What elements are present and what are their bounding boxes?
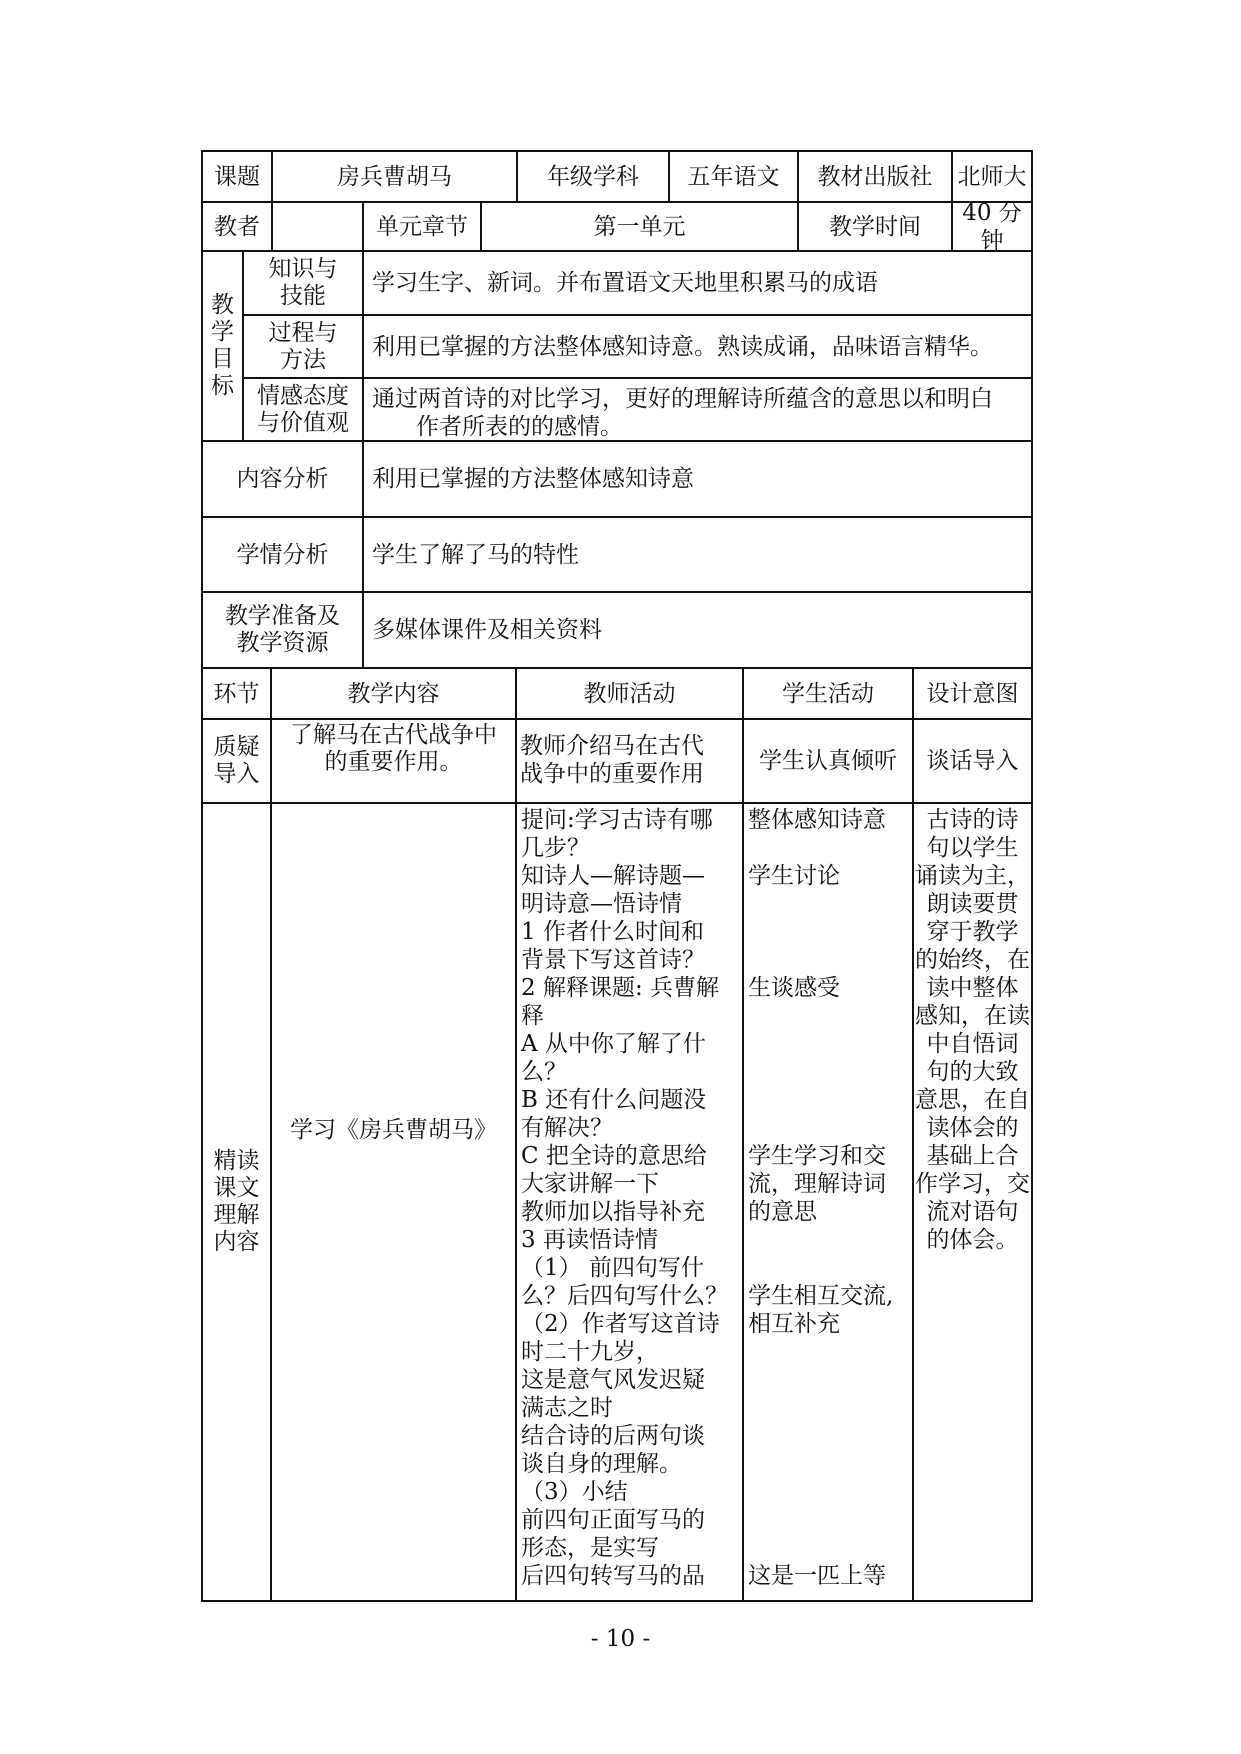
row2-student-line [748, 1478, 912, 1506]
row2-student [748, 806, 912, 1590]
row2-teacher-line: 满志之时 [521, 1395, 613, 1421]
row2-teacher-line: 提问:学习古诗有哪 [521, 807, 713, 833]
row2-teacher-line: 形态，是实写 [521, 1535, 659, 1561]
row2-student-line [748, 1534, 912, 1562]
student-analysis-value: 学生了解了马的特性 [372, 541, 579, 568]
row2-student-line [748, 1226, 912, 1254]
publisher-label: 教材出版社 [817, 163, 933, 190]
student-analysis-label: 学情分析 [236, 541, 329, 568]
row2-student-line [748, 1366, 912, 1394]
row2-teacher-line: 几步？ [521, 835, 590, 861]
goals-label-char: 标 [211, 373, 234, 399]
goals-label-char: 学 [211, 319, 234, 345]
row1-stage-line: 质疑 [213, 734, 260, 760]
row2-teacher-line: （3）小结 [521, 1479, 628, 1505]
row2-stage-line: 内容 [213, 1229, 260, 1255]
emotion-value-line: 通过两首诗的对比学习，更好的理解诗所蕴含的意思以和明白 [372, 386, 993, 412]
column-header-teacher: 教师活动 [583, 680, 676, 707]
row2-stage-line: 课文 [213, 1175, 260, 1201]
row2-teacher-line: 前四句正面写马的 [521, 1507, 705, 1533]
emotion-label [244, 379, 362, 440]
row2-teacher-line: 明诗意—悟诗情 [521, 891, 682, 917]
row2-student-line [748, 1114, 912, 1142]
row2-stage-line: 精读 [213, 1148, 260, 1174]
row1-student: 学生认真倾听 [759, 748, 897, 774]
row2-teacher-line: （2）作者写这首诗 [521, 1311, 720, 1337]
grade-label: 年级学科 [547, 163, 639, 190]
teacher-value [273, 203, 362, 250]
row2-intent-line: 句的大致 [926, 1059, 1019, 1085]
row2-stage-line: 理解 [213, 1202, 260, 1228]
row2-teacher-line: C 把全诗的意思给 [521, 1143, 707, 1169]
row2-intent-line: 读体会的 [926, 1115, 1019, 1141]
emotion-label-line: 与价值观 [257, 409, 349, 436]
row1-content [272, 720, 515, 802]
emotion-value [364, 379, 1031, 440]
row1-teacher-line: 教师介绍马在古代 [520, 733, 704, 759]
column-header-intent: 设计意图 [926, 680, 1019, 707]
row2-student-line [748, 918, 912, 946]
row2-student-line [748, 1506, 912, 1534]
row2-intent-line: 中自悟词 [926, 1031, 1019, 1057]
column-header-stage: 环节 [213, 680, 260, 707]
row2-student-line [748, 890, 912, 918]
row1-teacher [520, 732, 742, 788]
row2-intent-line: 穿于教学 [926, 919, 1019, 945]
row2-student-line: 学生讨论 [748, 863, 840, 889]
row2-teacher-line: 么？ [521, 1059, 567, 1085]
row2-teacher-line: A 从中你了解了什 [521, 1031, 706, 1057]
grade-value: 五年语文 [687, 163, 780, 190]
table-rule [201, 1600, 1033, 1602]
row2-intent-line: 读中整体 [926, 975, 1019, 1001]
process-label-line: 方法 [280, 346, 326, 373]
row2-intent-line: 句以学生 [926, 835, 1019, 861]
row2-teacher-line: 时二十九岁， [521, 1339, 659, 1365]
row2-intent-line: 基础上合 [926, 1143, 1019, 1169]
prep-label-line: 教学资源 [236, 630, 329, 656]
row2-intent-line: 意思，在自 [915, 1087, 1030, 1113]
row2-student-line [748, 1002, 912, 1030]
process-label-line: 过程与 [268, 319, 338, 346]
emotion-value-line: 作者所表的的感情。 [416, 414, 623, 440]
row2-teacher-line: 教师加以指导补充 [521, 1199, 705, 1225]
row1-intent: 谈话导入 [926, 748, 1019, 774]
row2-student-line: 流，理解诗词 [748, 1171, 886, 1197]
column-header-student: 学生活动 [782, 680, 874, 707]
knowledge-label [244, 252, 362, 314]
row1-content-line: 了解马在古代战争中 [290, 722, 497, 748]
row2-teacher-line: 有解决？ [521, 1115, 613, 1141]
row2-intent-line: 的始终，在 [915, 947, 1030, 973]
row2-student-line: 这是一匹上等 [748, 1563, 886, 1589]
row2-intent-line: 古诗的诗 [926, 807, 1019, 833]
prep-value: 多媒体课件及相关资料 [372, 617, 602, 643]
row2-teacher-line: 3 再读悟诗情 [521, 1227, 658, 1253]
row2-intent-line: 诵读为主， [915, 863, 1030, 889]
row2-student-line [748, 1422, 912, 1450]
row2-student-line: 生谈感受 [748, 975, 840, 1001]
goals-label-char: 教 [211, 292, 234, 318]
row2-student-line: 学生相互交流, [748, 1283, 894, 1309]
prep-label-line: 教学准备及 [225, 603, 340, 629]
row2-student-line: 学生学习和交 [748, 1143, 886, 1169]
process-label [244, 316, 362, 377]
row2-intent-line: 流对语句 [926, 1199, 1019, 1225]
row2-student-line [748, 1338, 912, 1366]
row2-student-line [748, 1254, 912, 1282]
row2-teacher-line: 知诗人—解诗题— [521, 863, 705, 889]
row2-student-line [748, 946, 912, 974]
row2-teacher-line: 释 [521, 1003, 544, 1029]
topic-value: 房兵曹胡马 [337, 163, 452, 190]
row1-content-line: 的重要作用。 [324, 749, 463, 775]
unit-value: 第一单元 [593, 213, 686, 240]
row2-teacher-line: 1 作者什么时间和 [521, 919, 704, 945]
row2-student-line: 的意思 [748, 1199, 817, 1225]
row2-student-line: 整体感知诗意 [748, 807, 886, 833]
table-rule [201, 802, 1033, 804]
row2-teacher-line: 后四句转写马的品 [521, 1563, 705, 1589]
row2-teacher-line: 背景下写这首诗？ [521, 947, 705, 973]
row1-stage [203, 720, 270, 802]
unit-label: 单元章节 [376, 213, 468, 240]
table-rule [742, 667, 744, 1602]
row2-teacher-line: 么？后四句写什么？ [521, 1283, 728, 1309]
row2-student-line [748, 1058, 912, 1086]
emotion-label-line: 情感态度 [257, 382, 349, 409]
knowledge-label-line: 技能 [280, 283, 326, 309]
row2-teacher-line: 结合诗的后两句谈 [521, 1423, 705, 1449]
row2-teacher-line: B 还有什么问题没 [521, 1087, 707, 1113]
content-analysis-value: 利用已掌握的方法整体感知诗意 [372, 466, 694, 492]
row2-teacher [521, 806, 742, 1590]
row1-teacher-line: 战争中的重要作用 [520, 761, 704, 787]
knowledge-value: 学习生字、新词。并布置语文天地里积累马的成语 [372, 270, 878, 296]
row2-intent-line: 的体会。 [926, 1227, 1019, 1253]
row2-intent-line: 作学习，交 [915, 1171, 1030, 1197]
topic-label: 课题 [214, 163, 260, 190]
process-value: 利用已掌握的方法整体感知诗意。熟读成诵，品味语言精华。 [372, 333, 993, 360]
row2-teacher-line: 这是意气风发迟疑 [521, 1367, 705, 1393]
table-rule [1031, 150, 1033, 1602]
table-rule [515, 667, 517, 1602]
row2-student-line [748, 1086, 912, 1114]
row2-student-line [748, 834, 912, 862]
publisher-value: 北师大 [957, 163, 1027, 190]
row2-student-line [748, 1450, 912, 1478]
knowledge-label-line: 知识与 [268, 256, 338, 282]
row2-student-line: 相互补充 [748, 1311, 840, 1337]
row2-stage [203, 804, 270, 1600]
row2-intent-line: 感知，在读 [915, 1003, 1030, 1029]
goals-label-char: 目 [211, 346, 234, 372]
row2-teacher-line: （1） 前四句写什 [521, 1255, 704, 1281]
column-header-content: 教学内容 [347, 680, 440, 707]
page-number: - 10 - [590, 1626, 651, 1652]
row2-intent [914, 806, 1031, 1254]
row2-student-line [748, 1030, 912, 1058]
row2-intent-line: 朗读要贯 [926, 891, 1019, 917]
content-analysis-label: 内容分析 [236, 466, 329, 492]
teacher-label: 教者 [214, 213, 260, 240]
row2-teacher-line: 2 解释课题: 兵曹解 [521, 975, 720, 1001]
row1-stage-line: 导入 [213, 761, 260, 787]
prep-label [203, 593, 362, 667]
time-value: 40 分钟 [962, 199, 1022, 254]
row2-content: 学习《房兵曹胡马》 [290, 1117, 497, 1143]
row2-student-line [748, 1394, 912, 1422]
row2-teacher-line: 大家讲解一下 [521, 1171, 659, 1197]
time-label: 教学时间 [829, 213, 921, 240]
goals-label [203, 252, 242, 440]
row2-teacher-line: 谈自身的理解。 [521, 1451, 682, 1477]
